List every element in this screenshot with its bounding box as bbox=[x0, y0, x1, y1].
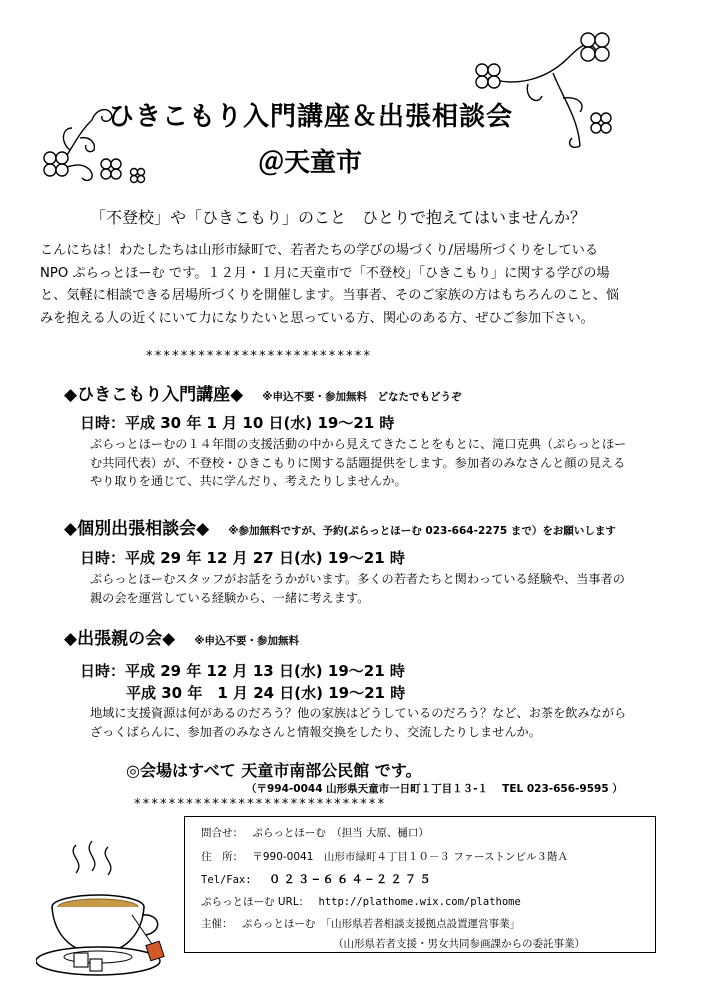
event-date: 日時：平成 29 年 12 月 27 日(水) 19～21 時 bbox=[80, 549, 405, 567]
host-value: ぷらっとほーむ 「山形県若者相談支援拠点設置運営事業」 bbox=[241, 918, 521, 930]
intro-line: NPO ぷらっとほーむ です。１２月・１月に天童市で「不登校」「ひきこもり」に関する学びの場 bbox=[40, 265, 610, 281]
contact-address bbox=[201, 849, 568, 864]
page-subtitle: ＠天童市 bbox=[258, 148, 363, 178]
contact-host bbox=[201, 916, 520, 931]
venue-heading: ◎会場はすべて 天童市南部公民館 です。 bbox=[126, 761, 422, 780]
contact-box bbox=[184, 816, 656, 953]
separator-stars: ***************************** bbox=[134, 797, 387, 812]
address-value: 〒990-0041 山形市緑町４丁目１０－３ ファーストンビル３階Ａ bbox=[252, 851, 568, 863]
intro-line: こんにちは！わたしたちは山形市緑町で、若者たちの学びの場づくり/居場所づくりをしている bbox=[40, 243, 599, 258]
inquiry-label: 問合せ： bbox=[201, 827, 243, 839]
section-koza-heading-row bbox=[64, 380, 461, 405]
section-body bbox=[90, 570, 680, 607]
url-link[interactable]: http://plathome.wix.com/plathome bbox=[318, 896, 521, 908]
commission-note: （山形県若者支援・男女共同参画課からの委託事業） bbox=[333, 938, 585, 950]
contact-url bbox=[201, 894, 521, 909]
event-date: 平成 30 年 1 月 24 日(水) 19～21 時 bbox=[126, 684, 406, 702]
intro-line: みを抱える人の近くにいて力になりたいと思っている方、関心のある方、ぜひご参加下さい。 bbox=[40, 310, 594, 326]
tel-value: ０２３−６６４−２２７５ bbox=[268, 872, 434, 886]
body-line: ぷらっとほーむの１４年間の支援活動の中から見えてきたことをもとに、滝口克典（ぷらっとほー bbox=[90, 437, 627, 451]
body-line: ぷらっとほーむスタッフがお話をうかがいます。多くの若者たちと関わっている経験や、当事者の bbox=[90, 572, 625, 586]
venue-address: （〒994-0044 山形県天童市一日町１丁目１３-１ TEL 023-656-9595 ） bbox=[246, 783, 623, 795]
host-label: 主催： bbox=[201, 918, 233, 930]
body-line: ざっくばらんに、参加者のみなさんと情報交換をしたり、交流したりしませんか。 bbox=[90, 724, 541, 739]
contact-inquiry bbox=[201, 825, 429, 840]
section-note: ※申込不要・参加無料 どなたでもどうぞ bbox=[262, 391, 462, 403]
section-heading: ◆個別出張相談会◆ bbox=[64, 519, 210, 539]
section-note: ※参加無料ですが、予約(ぷらっとほーむ 023-664-2275 まで）をお願いします bbox=[228, 525, 616, 537]
section-soudan-heading-row bbox=[64, 514, 616, 539]
section-heading: ◆出張親の会◆ bbox=[64, 629, 176, 649]
intro-paragraph bbox=[40, 240, 680, 330]
body-line: 親の会を運営している経験から、一緒に考えます。 bbox=[90, 590, 370, 605]
inquiry-value: ぷらっとほーむ （担当 大原、樋口） bbox=[252, 827, 429, 839]
separator-stars: ************************** bbox=[146, 349, 373, 364]
address-label: 住 所： bbox=[201, 851, 243, 863]
section-body bbox=[90, 704, 680, 741]
body-line: む共同代表）が、不登校・ひきこもりに関する話題提供をします。参加者のみなさんと顔の見える bbox=[90, 455, 626, 470]
flower-icon bbox=[468, 18, 618, 168]
event-date: 日時：平成 29 年 12 月 13 日(水) 19～21 時 bbox=[80, 662, 405, 680]
tel-label: Tel/Fax: bbox=[201, 874, 252, 886]
body-line: やり取りを通じて、共に学んだり、考えたりしませんか。 bbox=[90, 474, 407, 488]
section-note: ※申込不要・参加無料 bbox=[194, 635, 299, 647]
contact-tel bbox=[201, 871, 434, 887]
page-title: ひきこもり入門講座＆出張相談会 bbox=[108, 102, 514, 132]
intro-line: と、気軽に相談できる居場所づくりを開催します。当事者、そのご家族の方はもちろんのこと、悩 bbox=[40, 288, 620, 303]
body-line: 地域に支援資源は何があるのだろう？他の家族はどうしているのだろう？など、お茶を飲みながら bbox=[90, 706, 627, 720]
section-oyanokai-heading-row bbox=[64, 624, 299, 649]
event-date: 日時：平成 30 年 1 月 10 日(水) 19～21 時 bbox=[80, 414, 395, 432]
url-label: ぷらっとほーむ URL： bbox=[201, 896, 310, 908]
section-body bbox=[90, 435, 680, 491]
teacup-icon bbox=[36, 835, 186, 985]
section-heading: ◆ひきこもり入門講座◆ bbox=[64, 385, 244, 405]
lead-question: 「不登校」や「ひきこもり」のこと ひとりで抱えてはいませんか？ bbox=[90, 208, 587, 227]
